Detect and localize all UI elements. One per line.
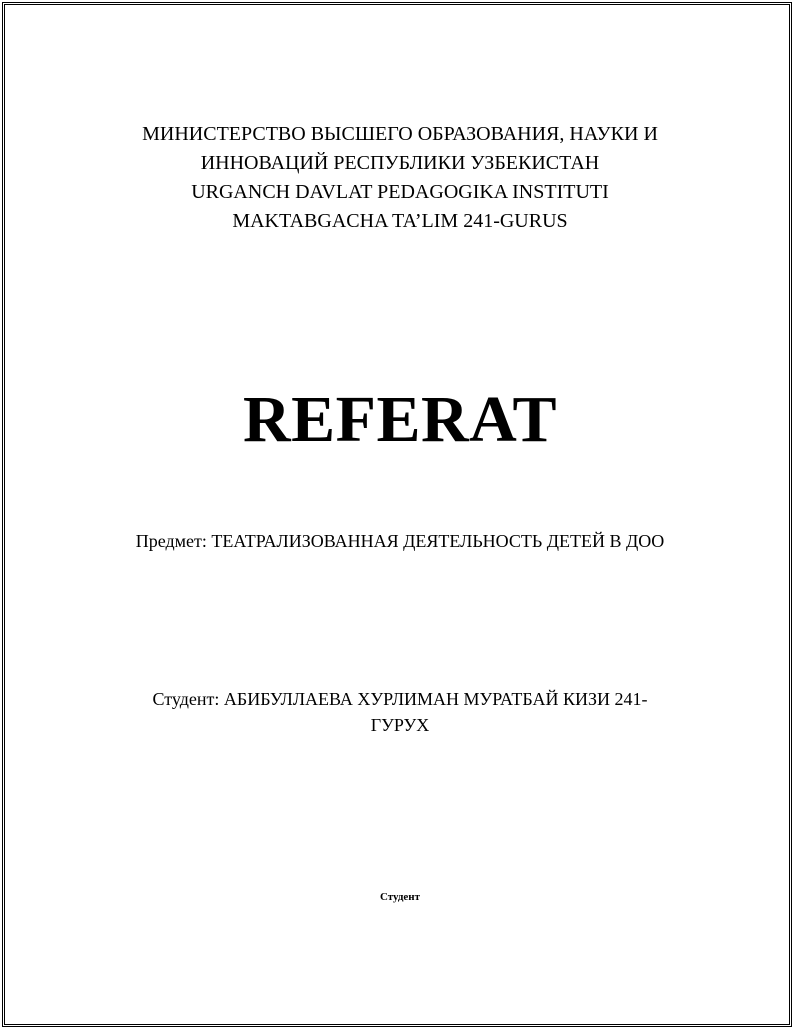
- student-footer-label: Студент: [379, 891, 421, 903]
- subject-line: Предмет: ТЕАТРАЛИЗОВАННАЯ ДЕЯТЕЛЬНОСТЬ ДЕТЕЙ В ДОО: [135, 531, 665, 551]
- student-info: [0, 686, 800, 738]
- ministry-line-1: МИНИСТЕРСТВО ВЫСШЕГО ОБРАЗОВАНИЯ, НАУКИ И: [142, 123, 658, 145]
- group-name: MAKTABGACHA TA’LIM 241-GURUS: [232, 210, 568, 232]
- student-line-1: Студент: АБИБУЛЛАЕВА ХУРЛИМАН МУРАТБАЙ КИЗИ 241-: [152, 689, 648, 709]
- document-title: REFERAT: [243, 383, 557, 456]
- student-line-2: ГУРУХ: [370, 715, 430, 735]
- institution-header: [0, 120, 800, 236]
- ministry-line-2: ИННОВАЦИЙ РЕСПУБЛИКИ УЗБЕКИСТАН: [200, 152, 600, 174]
- institute-name: URGANCH DAVLAT PEDAGOGIKA INSTITUTI: [191, 181, 609, 203]
